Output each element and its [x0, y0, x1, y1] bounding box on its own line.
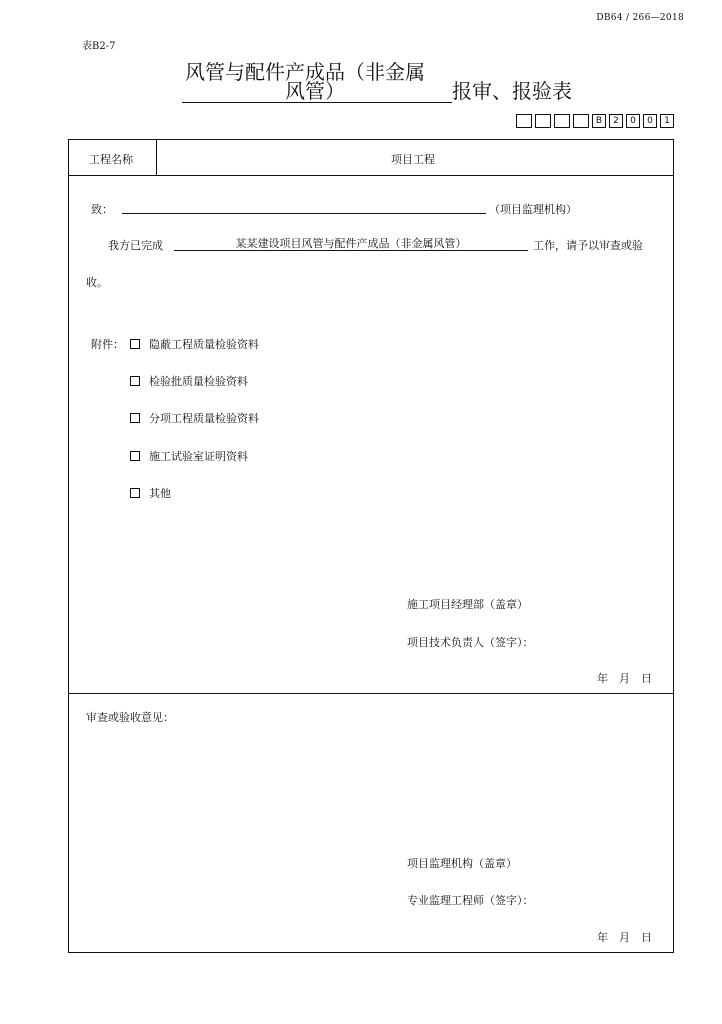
row-divider — [69, 175, 673, 176]
completed-prefix: 我方已完成 — [108, 239, 163, 252]
form-number: 表B2-7 — [82, 41, 116, 52]
tech-lead-signature[interactable]: 项目技术负责人（签字）： — [407, 636, 534, 649]
completed-suffix: 工作，请予以审查或验 — [533, 239, 643, 252]
attachments-label: 附件： — [91, 338, 124, 351]
code-box[interactable] — [516, 114, 532, 128]
contractor-dept-seal: 施工项目经理部（盖章） — [407, 598, 528, 611]
attachment-label: 检验批质量检验资料 — [149, 375, 248, 388]
recipient-field[interactable] — [122, 200, 486, 214]
title-line-2-underlined — [182, 80, 452, 103]
supervisor-org-seal: 项目监理机构（盖章） — [407, 857, 517, 870]
code-box[interactable] — [535, 114, 551, 128]
code-box: 0 — [643, 114, 657, 128]
title-line-1: 风管与配件产成品（非金属 — [185, 60, 425, 84]
code-box: 2 — [609, 114, 623, 128]
supervisor-engineer-signature[interactable]: 专业监理工程师（签字）： — [407, 894, 534, 907]
to-suffix: （项目监理机构） — [489, 203, 577, 216]
title-line-2: 风管） — [285, 79, 345, 103]
standard-code: DB64 / 266—2018 — [596, 13, 684, 23]
code-box[interactable] — [554, 114, 570, 128]
completed-continuation: 收。 — [86, 276, 108, 289]
checkbox[interactable] — [130, 413, 140, 423]
column-divider — [156, 140, 157, 175]
form-code-boxes — [516, 114, 674, 128]
form-table — [68, 139, 674, 953]
attachment-item[interactable] — [130, 336, 259, 352]
attachment-item[interactable] — [130, 448, 248, 464]
review-opinion-label: 审查或验收意见： — [86, 711, 174, 724]
code-box: B — [592, 114, 606, 128]
to-label: 致： — [91, 203, 113, 216]
date-field-2[interactable]: 年 月 日 — [597, 931, 652, 944]
section-divider — [69, 693, 673, 694]
project-name-label: 工程名称 — [89, 153, 133, 166]
completed-work-item: 某某建设项目风管与配件产成品（非金属风管） — [235, 237, 467, 250]
attachment-label: 其他 — [149, 487, 171, 500]
project-name-value[interactable]: 项目工程 — [391, 153, 435, 166]
date-field-1[interactable]: 年 月 日 — [597, 672, 652, 685]
checkbox[interactable] — [130, 339, 140, 349]
checkbox[interactable] — [130, 376, 140, 386]
title-suffix: 报审、报验表 — [452, 79, 572, 103]
checkbox[interactable] — [130, 451, 140, 461]
attachment-label: 施工试验室证明资料 — [149, 450, 248, 463]
attachment-label: 分项工程质量检验资料 — [149, 412, 259, 425]
checkbox[interactable] — [130, 488, 140, 498]
attachment-item[interactable] — [130, 410, 259, 426]
code-box[interactable] — [573, 114, 589, 128]
attachment-item[interactable] — [130, 485, 171, 501]
code-box: 0 — [626, 114, 640, 128]
attachment-item[interactable] — [130, 373, 248, 389]
completed-work-field[interactable] — [174, 235, 528, 251]
code-box: 1 — [660, 114, 674, 128]
attachment-label: 隐蔽工程质量检验资料 — [149, 338, 259, 351]
